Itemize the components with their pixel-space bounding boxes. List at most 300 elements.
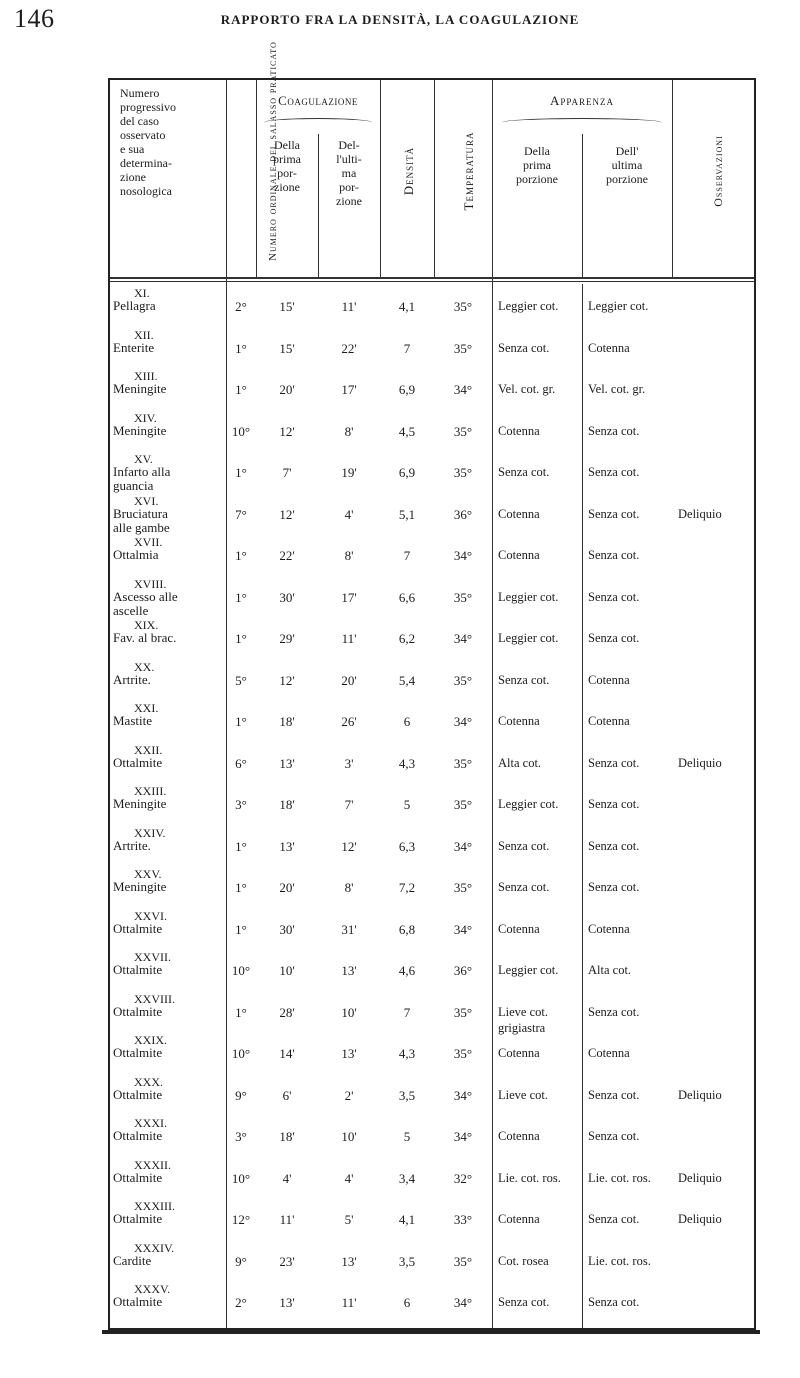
density-value: 4,1 (398, 1212, 416, 1227)
header-line: Del- (338, 138, 360, 152)
appearance-last: Alta cot. (588, 963, 632, 977)
appearance-first: Cotenna (498, 506, 540, 521)
coagulation-first: 6' (282, 1087, 292, 1103)
observation: Deliquio (678, 506, 722, 521)
case-number: XII. (134, 327, 154, 342)
coagulation-last: 2' (344, 1087, 354, 1103)
coagulation-first: 30' (279, 589, 295, 605)
coagulation-last: 8' (344, 880, 354, 895)
data-table (108, 41, 756, 1330)
coagulation-first: 4' (282, 1170, 292, 1186)
table-row (110, 1158, 754, 1196)
header-line: l'ulti- (336, 152, 362, 166)
coagulation-first: 23' (279, 1253, 295, 1269)
coagulation-first: 29' (279, 631, 295, 646)
coagulation-last: 13' (341, 963, 357, 978)
coagulation-last: 11' (341, 631, 357, 646)
coagulation-last: 22' (341, 340, 357, 356)
header-case (112, 86, 232, 198)
bleeding-order: 1° (235, 340, 247, 356)
temperature-value: 34° (453, 548, 473, 563)
temperature-value: 34° (453, 838, 473, 854)
case-number: XVI. (134, 493, 159, 508)
observation: Deliquio (678, 755, 722, 770)
diagnosis-line: Artrite. (113, 671, 151, 687)
diagnosis-line: Ottalmite (113, 1169, 163, 1185)
header-line: porzione (516, 172, 558, 186)
header-line: Dell' (615, 144, 639, 158)
diagnosis-line: guancia (113, 478, 154, 493)
density-value: 6,9 (398, 465, 416, 480)
density-value: 7 (403, 548, 411, 563)
diagnosis (113, 963, 231, 977)
temperature-value: 34° (453, 382, 473, 397)
header-line: por- (277, 166, 297, 180)
appearance-first: Cotenna (498, 423, 540, 438)
appearance-last: Cotenna (588, 714, 630, 728)
bleeding-order: 2° (235, 1295, 247, 1310)
coagulation-last: 17' (341, 382, 357, 397)
temperature-value: 35° (453, 880, 473, 895)
temperature-value: 34° (453, 714, 473, 729)
table-row (110, 618, 754, 656)
bleeding-order: 1° (235, 589, 247, 605)
bleeding-order: 7° (235, 506, 247, 522)
coagulation-first: 13' (279, 1295, 295, 1310)
table-row (110, 452, 754, 493)
diagnosis-line: Ottalmite (113, 1045, 163, 1060)
bleeding-order: 12° (231, 1212, 251, 1227)
appearance-last: Senza cot. (588, 1212, 640, 1226)
diagnosis (113, 1129, 231, 1143)
table-row (110, 1075, 754, 1113)
diagnosis-line: Ottalmite (113, 1211, 163, 1226)
appearance-last: Cotenna (588, 921, 630, 936)
observation: Deliquio (678, 1170, 722, 1185)
appearance-first: Lieve cot. (498, 1087, 548, 1102)
temperature-value: 34° (453, 631, 473, 646)
diagnosis (113, 839, 231, 853)
coagulation-first: 10' (279, 963, 295, 978)
header-line: prima (523, 158, 551, 172)
case-number: XX. (134, 659, 155, 674)
case-number: XIV. (134, 410, 157, 425)
coagulation-first: 13' (279, 755, 295, 771)
appearance-last: Lie. cot. ros. (588, 1170, 651, 1185)
header-observations: Osservazioni (711, 135, 725, 207)
header-order: Numero ordinale del salasso praticato (267, 41, 279, 261)
appearance-last: Cotenna (588, 340, 630, 355)
coagulation-last: 17' (341, 589, 357, 605)
coagulation-last: 31' (341, 921, 357, 937)
header-line: nosologica (120, 184, 172, 198)
appearance-first: Senza cot. (498, 465, 550, 479)
appearance-first: Leggier cot. (498, 299, 559, 313)
case-number: XXIV. (134, 825, 166, 840)
temperature-value: 35° (453, 423, 473, 439)
bleeding-order: 10° (231, 423, 251, 439)
appearance-first: Leggier cot. (498, 631, 559, 645)
appearance-first: Lieve cot. (498, 1004, 548, 1019)
diagnosis (113, 424, 231, 438)
coagulation-last: 4' (344, 1170, 354, 1186)
temperature-value: 35° (453, 1046, 473, 1061)
table-row (110, 535, 754, 573)
table-row (110, 286, 754, 324)
appearance-last: Senza cot. (588, 548, 640, 562)
coagulation-last: 4' (344, 506, 354, 522)
temperature-value: 35° (453, 589, 473, 605)
density-value: 6 (403, 714, 411, 729)
temperature-value: 35° (453, 340, 473, 356)
case-number: XXX. (134, 1074, 163, 1089)
col-rule (672, 80, 673, 277)
bleeding-order: 1° (235, 880, 247, 895)
table-row (110, 411, 754, 449)
case-number: XXI. (134, 701, 159, 715)
coagulation-first: 18' (279, 1129, 295, 1144)
header-apparenza: Apparenza (549, 93, 615, 108)
coagulation-last: 5' (344, 1212, 354, 1227)
table-row (110, 701, 754, 739)
coagulation-first: 12' (279, 506, 295, 522)
appearance-last: Cotenna (588, 672, 630, 687)
coagulation-first: 14' (279, 1046, 295, 1061)
col-rule (380, 80, 381, 277)
temperature-value: 35° (453, 299, 473, 314)
case-number: XXXIII. (134, 1199, 175, 1213)
header-line: del caso (120, 114, 159, 128)
appearance-first: Cotenna (498, 921, 540, 936)
case-number: XXXIV. (134, 1240, 175, 1255)
density-value: 6,3 (398, 838, 416, 854)
diagnosis (113, 590, 231, 618)
diagnosis (113, 1171, 231, 1185)
appearance-last: Senza cot. (588, 755, 640, 770)
coagulation-first: 28' (279, 1004, 295, 1020)
density-value: 4,1 (398, 299, 416, 314)
diagnosis-line: Enterite (113, 339, 155, 355)
appearance-first: Leggier cot. (498, 589, 559, 604)
temperature-value: 35° (453, 1004, 473, 1020)
coagulation-last: 7' (344, 797, 354, 812)
header-line: zione (336, 194, 362, 208)
running-title: RAPPORTO FRA LA DENSITÀ, LA COAGULAZIONE (220, 12, 580, 27)
diagnosis (113, 1212, 231, 1226)
appearance-first: Senza cot. (498, 672, 550, 687)
header-line: porzione (606, 172, 648, 186)
header-density: Densità (401, 146, 416, 196)
header-temperature: Temperatura (461, 131, 476, 211)
diagnosis-line: Cardite (113, 1252, 152, 1268)
appearance-last: Senza cot. (588, 506, 640, 521)
appearance-last: Senza cot. (588, 1129, 640, 1143)
observation: Deliquio (678, 1087, 722, 1102)
case-number: XXXII. (134, 1157, 171, 1172)
case-number: XVII. (134, 535, 163, 549)
appearance-first: Senza cot. (498, 838, 550, 853)
diagnosis (113, 548, 231, 562)
bleeding-order: 3° (235, 797, 247, 812)
diagnosis (113, 341, 231, 355)
bleeding-order: 9° (235, 1087, 247, 1103)
bleeding-order: 10° (231, 963, 251, 978)
density-value: 4,3 (398, 755, 416, 771)
temperature-value: 34° (453, 1295, 473, 1310)
appearance-first: Senza cot. (498, 1295, 550, 1309)
appearance-first: Senza cot. (498, 880, 550, 894)
density-value: 5,4 (398, 672, 416, 688)
page-number: 146 (14, 4, 55, 33)
temperature-value: 35° (453, 672, 473, 688)
density-value: 5,1 (398, 506, 416, 522)
coagulation-first: 30' (279, 921, 295, 937)
case-number: XIII. (134, 369, 158, 383)
coagulation-last: 13' (341, 1253, 357, 1269)
case-number: XI. (134, 286, 150, 300)
appearance-first: Cotenna (498, 1046, 540, 1060)
table-row (110, 1116, 754, 1154)
appearance-last: Vel. cot. gr. (588, 382, 646, 396)
bleeding-order: 1° (235, 465, 247, 480)
bleeding-order: 1° (235, 548, 247, 563)
appearance-first: Cotenna (498, 714, 540, 728)
table-row (110, 328, 754, 366)
coagulation-last: 3' (344, 755, 354, 771)
appearance-last: Senza cot. (588, 880, 640, 894)
density-value: 5 (403, 1129, 411, 1144)
appearance-last: Senza cot. (588, 1295, 640, 1309)
table-row (110, 950, 754, 988)
density-value: 4,5 (398, 423, 416, 439)
appearance-first: Cot. rosea (498, 1253, 549, 1268)
table-row (110, 867, 754, 905)
diagnosis-line: Ottalmite (113, 1003, 163, 1019)
diagnosis (113, 673, 231, 687)
header-line: e sua (120, 142, 145, 156)
temperature-value: 35° (453, 1253, 473, 1269)
diagnosis (113, 922, 231, 936)
coagulation-last: 8' (344, 548, 354, 563)
density-value: 6 (403, 1295, 411, 1310)
diagnosis-line: Meningite (113, 796, 167, 811)
appearance-last: Senza cot. (588, 1004, 640, 1019)
col-rule (582, 134, 583, 277)
diagnosis (113, 756, 231, 770)
diagnosis (113, 299, 231, 313)
coagulation-last: 13' (341, 1046, 357, 1061)
appearance-first: Vel. cot. gr. (498, 382, 556, 396)
coagulation-first: 12' (279, 672, 295, 688)
appearance-first: Cotenna (498, 548, 540, 562)
case-number: XXVI. (134, 908, 167, 923)
diagnosis (113, 1295, 231, 1309)
table-row (110, 660, 754, 698)
observation: Deliquio (678, 1212, 722, 1226)
temperature-value: 33° (453, 1212, 473, 1227)
case-number: XXVIII. (134, 991, 175, 1006)
bleeding-order: 1° (235, 382, 247, 397)
appearance-first: Leggier cot. (498, 797, 559, 811)
header-rule-thin (110, 281, 754, 282)
header-coag-last (318, 138, 380, 208)
diagnosis (113, 797, 231, 811)
density-value: 3,5 (398, 1087, 416, 1103)
temperature-value: 35° (453, 797, 473, 812)
table-row (110, 1199, 754, 1237)
header-line: ma (341, 166, 357, 180)
density-value: 3,5 (398, 1253, 416, 1269)
bleeding-order: 1° (235, 921, 247, 937)
header-line: por- (339, 180, 359, 194)
appearance-last: Senza cot. (588, 1087, 640, 1102)
diagnosis (113, 1088, 231, 1102)
brace-apparenza (502, 118, 662, 127)
header-coag-first (256, 138, 318, 194)
table-row (110, 784, 754, 822)
col-rule (434, 80, 435, 277)
appearance-last: Senza cot. (588, 423, 640, 438)
density-value: 3,4 (398, 1170, 416, 1186)
diagnosis-line: Ottalmite (113, 754, 163, 770)
diagnosis-line: Fav. al brac. (113, 630, 177, 645)
temperature-value: 35° (453, 465, 473, 480)
header-app-first (492, 144, 582, 186)
case-number: XXVII. (134, 950, 171, 964)
table-row (110, 909, 754, 947)
coagulation-last: 11' (341, 299, 357, 314)
density-value: 6,6 (398, 589, 416, 605)
table-row (110, 1033, 754, 1071)
coagulation-first: 20' (279, 880, 295, 895)
case-number: XIX. (134, 618, 159, 632)
case-number: XXXI. (134, 1116, 167, 1130)
table-row (110, 743, 754, 781)
density-value: 5 (403, 797, 411, 812)
appearance-first: Cotenna (498, 1212, 540, 1226)
header-line: prima (273, 152, 301, 166)
coagulation-first: 15' (279, 299, 295, 314)
diagnosis-line: ascelle (113, 602, 149, 618)
temperature-value: 35° (453, 755, 473, 771)
appearance-first: Cotenna (498, 1129, 540, 1143)
density-value: 6,2 (398, 631, 416, 646)
table-row (110, 991, 754, 1035)
appearance-last: Cotenna (588, 1046, 630, 1060)
diagnosis-line: alle gambe (113, 519, 170, 535)
diagnosis-line: Meningite (113, 422, 167, 438)
table-row (110, 1241, 754, 1279)
diagnosis-line: Ottalmia (113, 547, 159, 562)
diagnosis-line: Ottalmite (113, 962, 163, 977)
diagnosis (113, 1046, 231, 1060)
case-number: XXIX. (134, 1033, 167, 1047)
appearance-first: Senza cot. (498, 340, 550, 355)
coagulation-last: 19' (341, 465, 357, 480)
diagnosis-line: Ottalmite (113, 1086, 163, 1102)
page-header (0, 0, 800, 60)
appearance-first: Alta cot. (498, 755, 542, 770)
appearance-first: Leggier cot. (498, 963, 559, 977)
appearance-last: Senza cot. (588, 797, 640, 811)
diagnosis (113, 382, 231, 396)
temperature-value: 34° (453, 1129, 473, 1144)
coagulation-first: 18' (279, 714, 295, 729)
case-number: XXIII. (134, 784, 167, 798)
table-row (110, 826, 754, 864)
case-number: XXXV. (134, 1282, 171, 1296)
diagnosis-line: Ascesso alle (113, 588, 178, 604)
temperature-value: 32° (453, 1170, 473, 1186)
diagnosis-line: Pellagra (113, 298, 156, 313)
bleeding-order: 1° (235, 714, 247, 729)
diagnosis-line: Bruciatura (113, 505, 168, 521)
coagulation-first: 13' (279, 838, 295, 854)
bleeding-order: 3° (235, 1129, 247, 1144)
col-rule (318, 134, 319, 277)
diagnosis-line: Artrite. (113, 837, 151, 853)
diagnosis-line: Ottalmite (113, 1294, 163, 1309)
temperature-value: 36° (453, 963, 473, 978)
density-value: 7,2 (398, 880, 416, 895)
diagnosis (113, 1005, 231, 1019)
bottom-rule (102, 1330, 760, 1334)
bleeding-order: 1° (235, 631, 247, 646)
diagnosis (113, 507, 231, 535)
coagulation-first: 7' (282, 465, 292, 480)
diagnosis-line: Mastite (113, 713, 152, 728)
header-line: zione (120, 170, 146, 184)
temperature-value: 34° (453, 1087, 473, 1103)
header-app-last (582, 144, 672, 186)
density-value: 7 (403, 340, 411, 356)
coagulation-first: 22' (279, 548, 295, 563)
header-rule (110, 277, 754, 279)
coagulation-first: 12' (279, 423, 295, 439)
appearance-last: Senza cot. (588, 631, 640, 645)
diagnosis (113, 1254, 231, 1268)
bleeding-order: 2° (235, 299, 247, 314)
diagnosis (113, 714, 231, 728)
coagulation-last: 8' (344, 423, 354, 439)
density-value: 4,3 (398, 1046, 416, 1061)
temperature-value: 36° (453, 506, 473, 522)
coagulation-first: 20' (279, 382, 295, 397)
coagulation-first: 18' (279, 797, 295, 812)
bleeding-order: 10° (231, 1046, 251, 1061)
header-line: zione (274, 180, 300, 194)
coagulation-first: 15' (279, 340, 295, 356)
table-row (110, 369, 754, 407)
appearance-last: Senza cot. (588, 465, 640, 479)
diagnosis-line: Ottalmite (113, 1128, 163, 1143)
header-line: determina- (120, 156, 172, 170)
brace-coagulazione (264, 118, 372, 127)
header-line: Numero (120, 86, 160, 100)
case-number: XVIII. (134, 576, 167, 591)
coagulation-last: 26' (341, 714, 357, 729)
col-rule (256, 80, 257, 277)
bleeding-order: 1° (235, 1004, 247, 1020)
case-number: XV. (134, 452, 153, 466)
bleeding-order: 10° (231, 1170, 251, 1186)
appearance-first: grigiastra (498, 1020, 546, 1035)
diagnosis (113, 631, 231, 645)
coagulation-last: 10' (341, 1129, 357, 1144)
case-number: XXV. (134, 867, 162, 881)
temperature-value: 34° (453, 921, 473, 937)
diagnosis (113, 880, 231, 894)
